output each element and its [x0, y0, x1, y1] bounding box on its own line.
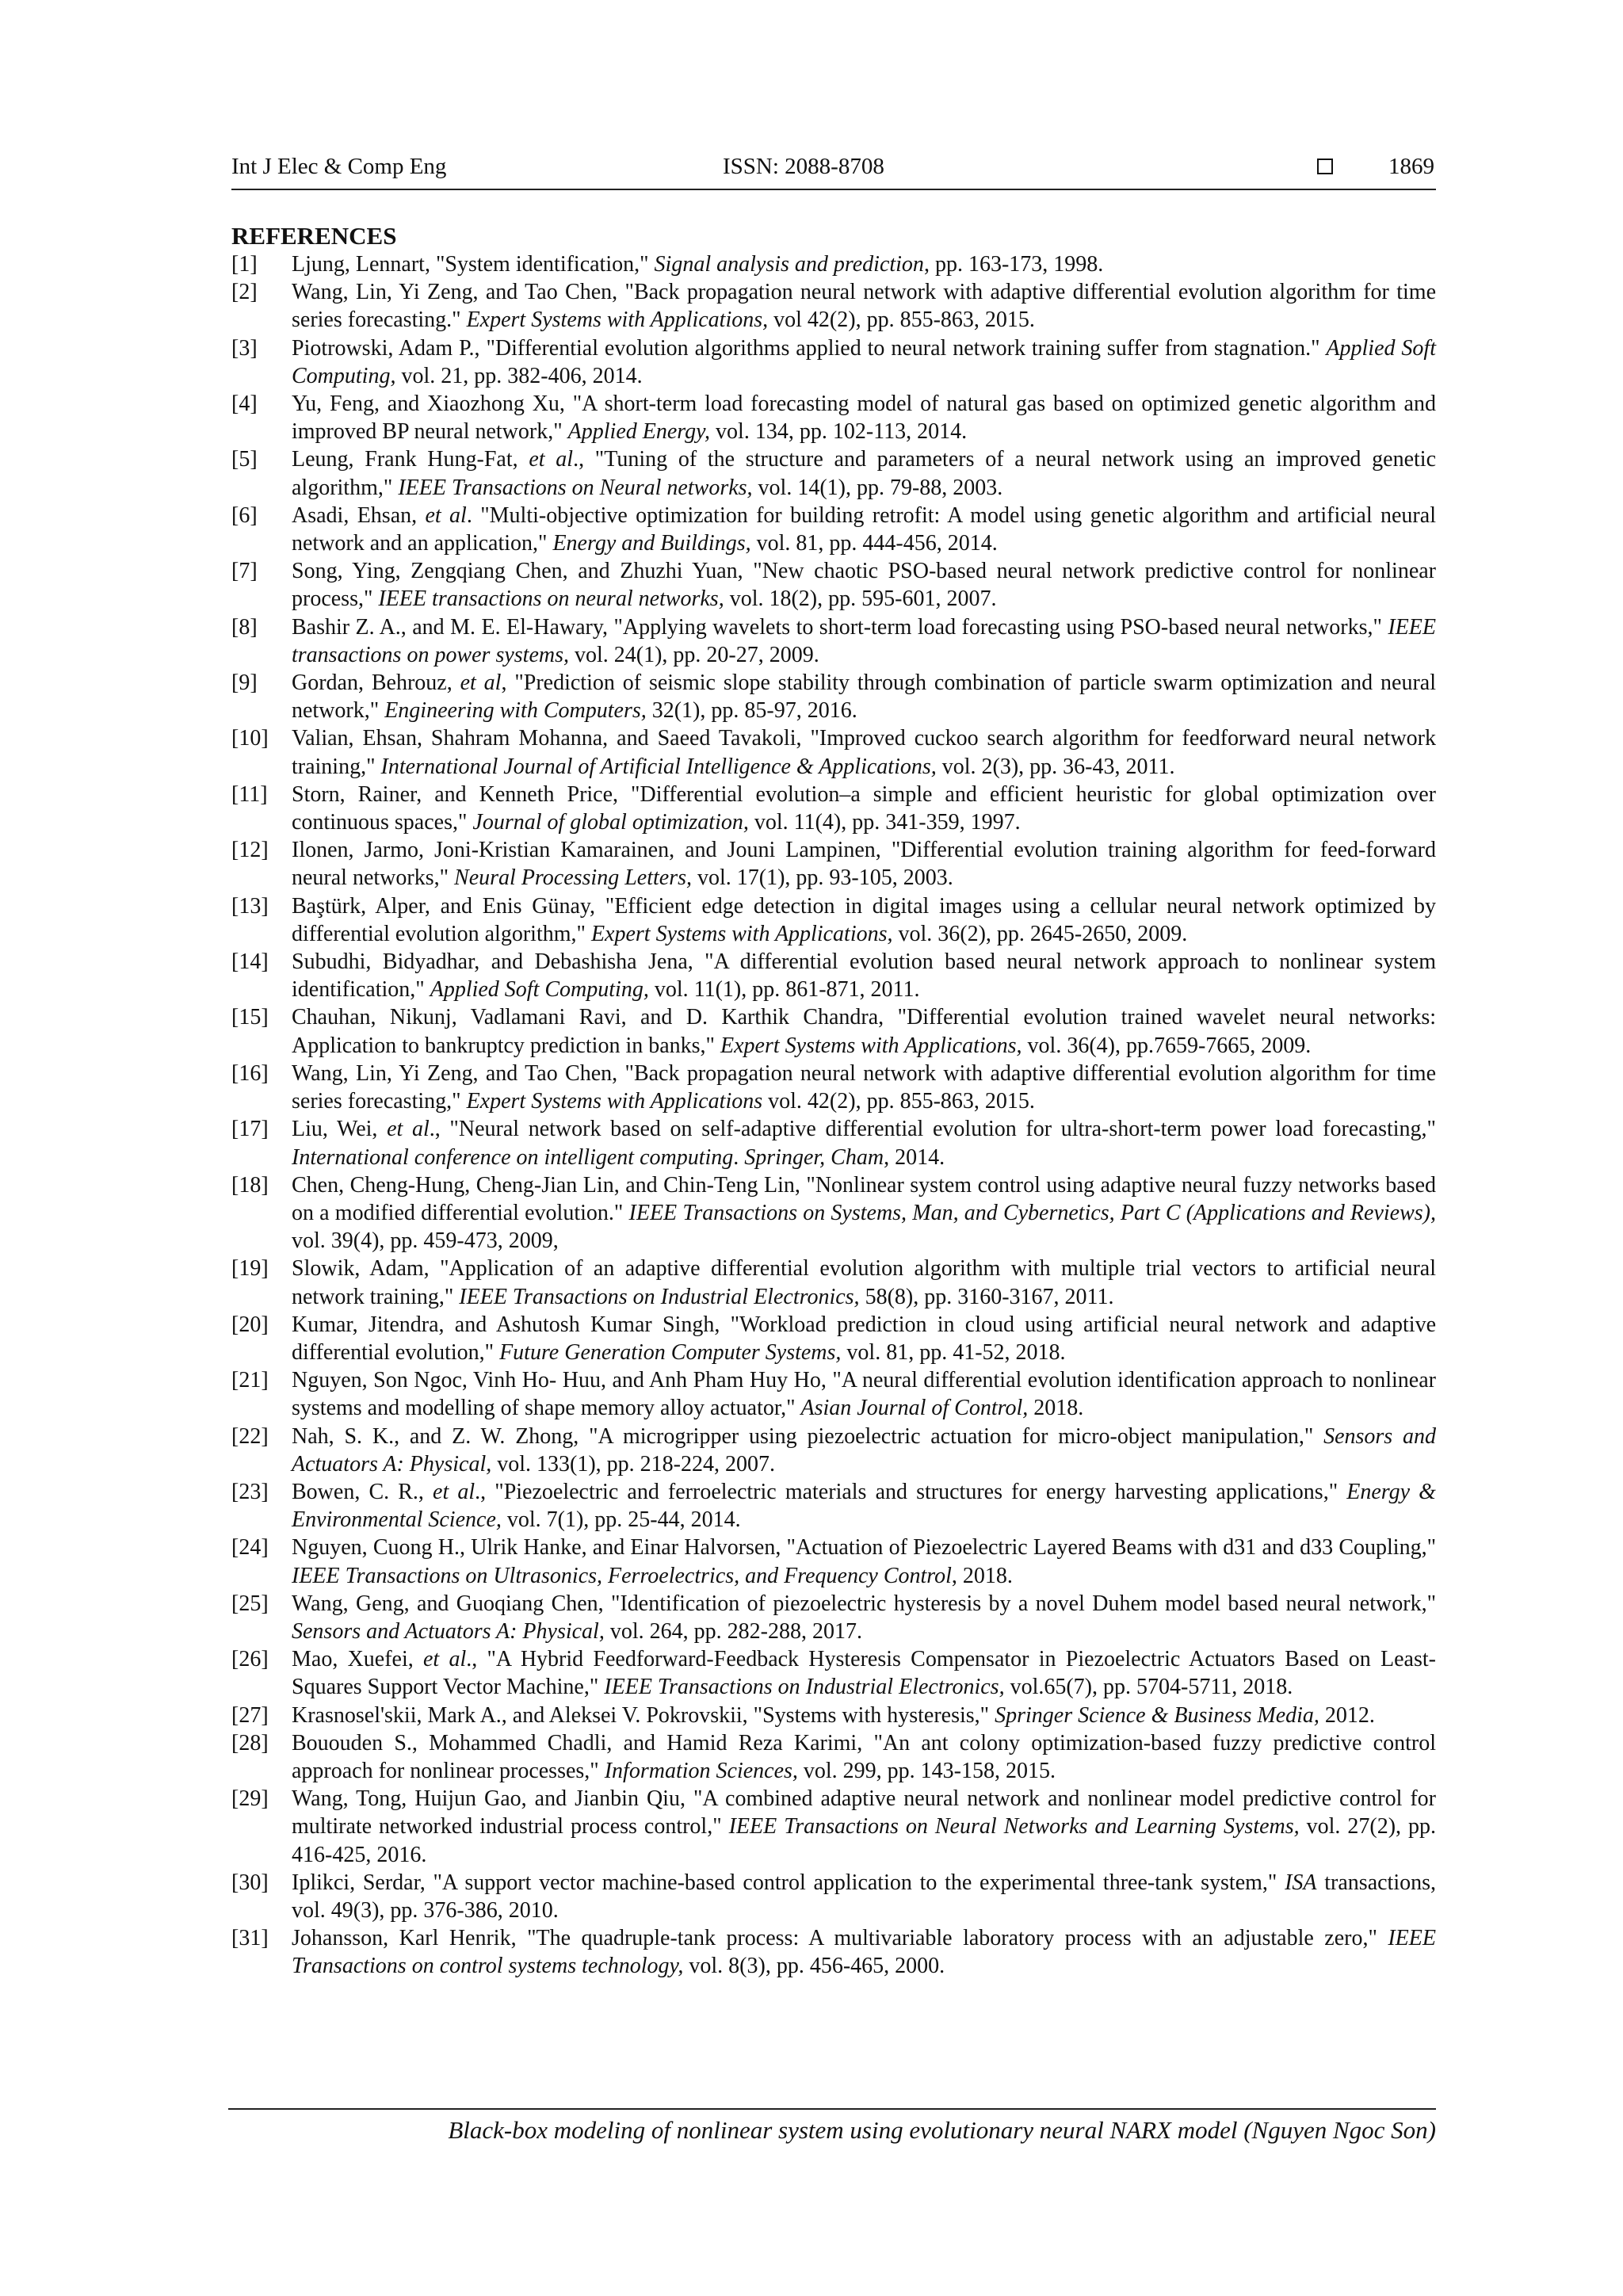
venue-name: Applied Soft Computing, — [292, 335, 1436, 388]
reference-number: [1] — [231, 252, 258, 277]
reference-item — [231, 1702, 1436, 1729]
venue-name: Future Generation Computer Systems, — [499, 1339, 842, 1365]
venue-name: Springer, Cham — [744, 1144, 884, 1170]
issn-label: ISSN: 2088-8708 — [723, 154, 884, 179]
reference-text: 2018. — [1028, 1396, 1084, 1421]
reference-text: ., "A Hybrid Feedforward-Feedback Hysteresis Compensator in Piezoelectric Actuators Based on Least-Squares Support Vector Machine," — [292, 1647, 1436, 1700]
reference-item — [231, 1785, 1436, 1869]
reference-text: Wang, Lin, Yi Zeng, and Tao Chen, "Back propagation neural network with adaptive differential evolution algorithm for time series forecasting." — [292, 280, 1436, 333]
reference-text: Chauhan, Nikunj, Vadlamani Ravi, and D. Karthik Chandra, "Differential evolution trained wavelet neural networks: Application to bankruptcy prediction in banks," — [292, 1005, 1436, 1058]
reference-text: Leung, Frank Hung-Fat, — [292, 447, 529, 472]
reference-text: Krasnosel'skii, Mark A., and Aleksei V. Pokrovskii, "Systems with hysteresis," — [292, 1702, 995, 1728]
reference-text: Gordan, Behrouz, — [292, 670, 460, 696]
venue-name: Energy & Environmental Science, — [292, 1479, 1436, 1533]
venue-name: Journal of global optimization, — [472, 810, 749, 835]
venue-name: Energy and Buildings, — [552, 531, 751, 556]
reference-item — [231, 1003, 1436, 1059]
reference-text: vol. 14(1), pp. 79-88, 2003. — [752, 475, 1003, 500]
reference-number: [12] — [231, 838, 269, 863]
reference-number: [20] — [231, 1312, 269, 1337]
reference-number: [4] — [231, 392, 258, 417]
reference-text: Piotrowski, Adam P., "Differential evolution algorithms applied to neural network training suffer from stagnation." — [292, 335, 1327, 361]
reference-item — [231, 334, 1436, 390]
reference-number: [5] — [231, 447, 258, 472]
reference-item — [231, 781, 1436, 836]
reference-text: . — [733, 1144, 745, 1170]
venue-name: IEEE Transactions on Neural Networks and Learning Systems, — [728, 1814, 1300, 1839]
reference-item — [231, 1423, 1436, 1478]
reference-text: ., "Piezoelectric and ferroelectric materials and structures for energy harvesting applications," — [475, 1479, 1347, 1504]
reference-text: transactions, vol. 49(3), pp. 376-386, 2010. — [292, 1870, 1437, 1923]
reference-item — [231, 557, 1436, 613]
page-number: 1869 — [1388, 154, 1434, 179]
reference-number: [7] — [231, 559, 258, 584]
reference-text: Nah, S. K., and Z. W. Zhong, "A microgripper using piezoelectric actuation for micro-object manipulation," — [292, 1423, 1324, 1449]
reference-item — [231, 1534, 1436, 1589]
reference-text: Ilonen, Jarmo, Joni-Kristian Kamarainen, and Jouni Lampinen, "Differential evolution training algorithm for feed-forward neural networks," — [292, 838, 1436, 891]
reference-item — [231, 613, 1436, 669]
et-al-text: et al — [433, 1479, 475, 1504]
journal-name: Int J Elec & Comp Eng — [231, 154, 447, 179]
reference-text: . "Multi-objective optimization for building retrofit: A model using genetic algorithm and artificial neural network and an application," — [292, 502, 1436, 556]
reference-text: Johansson, Karl Henrik, "The quadruple-tank process: A multivariable laboratory process with an adjustable zero," — [292, 1926, 1388, 1951]
venue-name: Engineering with Computers, — [384, 698, 647, 724]
page-footer — [228, 2108, 1436, 2145]
reference-item — [231, 1590, 1436, 1645]
reference-number: [31] — [231, 1926, 269, 1951]
venue-name: Expert Systems with Applications, — [720, 1033, 1022, 1058]
venue-name: Information Sciences, — [604, 1758, 798, 1783]
reference-text: Subudhi, Bidyadhar, and Debashisha Jena, "A differential evolution based neural network approach to nonlinear system identification," — [292, 949, 1436, 1003]
venue-name: Expert Systems with Applications, — [466, 308, 769, 333]
reference-text: vol. 24(1), pp. 20-27, 2009. — [569, 642, 819, 667]
reference-text: Baştürk, Alper, and Enis Günay, "Efficient edge detection in digital images using a cellular neural network optimized by differential evolution algorithm," — [292, 893, 1436, 946]
venue-name: Sensors and Actuators A: Physical, — [292, 1423, 1436, 1477]
venue-name: IEEE Transactions on Industrial Electronics, — [604, 1675, 1005, 1700]
reference-item — [231, 1060, 1436, 1115]
reference-text: vol. 8(3), pp. 456-465, 2000. — [683, 1954, 945, 1979]
reference-number: [14] — [231, 949, 269, 975]
reference-item — [231, 390, 1436, 445]
reference-text: vol. 18(2), pp. 595-601, 2007. — [724, 586, 997, 612]
reference-text: ., "Neural network based on self-adaptive differential evolution for ultra-short-term power load forecasting," — [429, 1117, 1436, 1142]
reference-item — [231, 1171, 1436, 1255]
reference-item — [231, 1255, 1436, 1310]
reference-number: [15] — [231, 1005, 269, 1030]
venue-name: Expert Systems with Applications, — [590, 921, 893, 946]
references-heading: REFERENCES — [231, 222, 397, 250]
reference-item — [231, 1366, 1436, 1422]
reference-item — [231, 724, 1436, 780]
reference-text: vol.65(7), pp. 5704-5711, 2018. — [1004, 1675, 1293, 1700]
reference-item — [231, 445, 1436, 501]
reference-text: ., "Tuning of the structure and parameters of a neural network using an improved genetic algorithm," — [292, 447, 1436, 500]
reference-number: [26] — [231, 1647, 269, 1672]
reference-text: , "Prediction of seismic slope stability through combination of particle swarm optimization and neural network," — [292, 670, 1436, 724]
reference-item — [231, 502, 1436, 557]
et-al-text: et al — [423, 1647, 467, 1672]
reference-text: vol. 27(2), pp. 416-425, 2016. — [292, 1814, 1436, 1867]
reference-number: [23] — [231, 1479, 269, 1504]
venue-name: Sensors and Actuators A: Physical, — [292, 1618, 605, 1644]
reference-text: vol. 81, pp. 444-456, 2014. — [750, 531, 998, 556]
running-title: Black-box modeling of nonlinear system using evolutionary neural NARX model (Nguyen Ngoc Son) — [448, 2116, 1436, 2144]
reference-number: [2] — [231, 280, 258, 305]
reference-text: vol 42(2), pp. 855-863, 2015. — [768, 308, 1035, 333]
reference-number: [6] — [231, 502, 258, 528]
reference-text: vol. 42(2), pp. 855-863, 2015. — [762, 1089, 1035, 1114]
venue-name: IEEE transactions on neural networks, — [378, 586, 724, 612]
reference-item — [231, 250, 1436, 278]
reference-text: Wang, Lin, Yi Zeng, and Tao Chen, "Back propagation neural network with adaptive differential evolution algorithm for time series forecasting," — [292, 1060, 1436, 1114]
reference-number: [13] — [231, 893, 269, 919]
venue-name: Applied Energy, — [567, 419, 711, 445]
reference-text: vol. 36(4), pp.7659-7665, 2009. — [1022, 1033, 1312, 1058]
reference-number: [10] — [231, 726, 269, 751]
venue-name: IEEE Transactions on Ultrasonics, Ferroelectrics, and Frequency Control — [292, 1563, 952, 1588]
reference-number: [19] — [231, 1256, 269, 1282]
venue-name: IEEE Transactions on Neural networks, — [398, 475, 753, 500]
reference-text: , 2014. — [884, 1144, 945, 1170]
reference-number: [29] — [231, 1786, 269, 1812]
reference-text: vol. 11(1), pp. 861-871, 2011. — [648, 977, 920, 1003]
reference-text: Yu, Feng, and Xiaozhong Xu, "A short-term load forecasting model of natural gas based on optimized genetic algorithm and improved BP neural network," — [292, 392, 1436, 445]
venue-name: ISA — [1285, 1870, 1317, 1895]
reference-text: 2012. — [1319, 1702, 1375, 1728]
reference-text: Chen, Cheng-Hung, Cheng-Jian Lin, and Chin-Teng Lin, "Nonlinear system control using adaptive neural fuzzy networks based on a modified differential evolution." — [292, 1172, 1436, 1225]
reference-text: Slowik, Adam, "Application of an adaptive differential evolution algorithm with multiple trial vectors to artificial neural network training," — [292, 1256, 1436, 1309]
reference-number: [16] — [231, 1060, 269, 1086]
reference-text: Wang, Geng, and Guoqiang Chen, "Identification of piezoelectric hysteresis by a novel Duhem model based neural network," — [292, 1591, 1436, 1616]
reference-number: [24] — [231, 1535, 269, 1561]
venue-name: IEEE Transactions on Systems, Man, and Cybernetics, Part C (Applications and Reviews), — [628, 1200, 1436, 1225]
reference-number: [11] — [231, 781, 268, 807]
reference-text: vol. 7(1), pp. 25-44, 2014. — [501, 1507, 741, 1533]
square-bullet-icon — [1317, 159, 1333, 174]
reference-number: [17] — [231, 1117, 269, 1142]
reference-number: [9] — [231, 670, 258, 696]
reference-text: vol. 81, pp. 41-52, 2018. — [841, 1339, 1066, 1365]
reference-text: Mao, Xuefei, — [292, 1647, 423, 1672]
reference-text: Valian, Ehsan, Shahram Mohanna, and Saeed Tavakoli, "Improved cuckoo search algorithm for feedforward neural network training," — [292, 726, 1436, 779]
et-al-text: et al — [425, 502, 467, 528]
venue-name: Applied Soft Computing, — [430, 977, 649, 1003]
venue-name: IEEE Transactions on control systems technology, — [292, 1926, 1436, 1979]
reference-text: Bououden S., Mohammed Chadli, and Hamid Reza Karimi, "An ant colony optimization-based fuzzy predictive control approach for nonlinear processes," — [292, 1730, 1436, 1783]
reference-text: 58(8), pp. 3160-3167, 2011. — [859, 1284, 1114, 1309]
reference-text: vol. 11(4), pp. 341-359, 1997. — [748, 810, 1021, 835]
reference-number: [8] — [231, 614, 258, 640]
reference-text: Song, Ying, Zengqiang Chen, and Zhuzhi Yuan, "New chaotic PSO-based neural network predictive control for nonlinear process," — [292, 559, 1436, 612]
reference-item — [231, 1115, 1436, 1171]
reference-number: [28] — [231, 1730, 269, 1755]
reference-item — [231, 1311, 1436, 1366]
reference-item — [231, 1869, 1436, 1924]
venue-name: Neural Processing Letters, — [454, 865, 692, 891]
venue-name: Signal analysis and prediction — [654, 252, 924, 277]
reference-text: Nguyen, Son Ngoc, Vinh Ho- Huu, and Anh Pham Huy Ho, "A neural differential evolution identification approach to nonlinear systems and modelling of shape memory alloy actuator," — [292, 1368, 1436, 1421]
reference-item — [231, 836, 1436, 892]
reference-item — [231, 948, 1436, 1003]
reference-item — [231, 892, 1436, 948]
reference-text: Asadi, Ehsan, — [292, 502, 426, 528]
reference-item — [231, 1729, 1436, 1785]
page-header — [231, 151, 1436, 190]
reference-text: Bowen, C. R., — [292, 1479, 433, 1504]
reference-text: , pp. 163-173, 1998. — [923, 252, 1104, 277]
reference-text: vol. 21, pp. 382-406, 2014. — [395, 363, 643, 388]
venue-name: International conference on intelligent computing — [292, 1144, 734, 1170]
reference-text: Storn, Rainer, and Kenneth Price, "Differential evolution–a simple and efficient heuristic for global optimization over continuous spaces," — [292, 781, 1436, 835]
reference-number: [25] — [231, 1591, 269, 1616]
reference-number: [21] — [231, 1368, 269, 1393]
venue-name: IEEE transactions on power systems, — [292, 614, 1436, 667]
reference-text: vol. 299, pp. 143-158, 2015. — [797, 1758, 1056, 1783]
reference-text: vol. 17(1), pp. 93-105, 2003. — [692, 865, 953, 891]
reference-item — [231, 278, 1436, 334]
reference-text: Iplikci, Serdar, "A support vector machine-based control application to the experimental three-tank system," — [292, 1870, 1285, 1895]
reference-item — [231, 1924, 1436, 1980]
reference-text: vol. 39(4), pp. 459-473, 2009, — [292, 1228, 559, 1254]
reference-number: [18] — [231, 1172, 269, 1198]
reference-text: 32(1), pp. 85-97, 2016. — [646, 698, 857, 724]
reference-text: vol. 133(1), pp. 218-224, 2007. — [491, 1451, 775, 1477]
reference-number: [22] — [231, 1423, 269, 1449]
et-al-text: et al — [529, 447, 574, 472]
reference-text: vol. 2(3), pp. 36-43, 2011. — [936, 754, 1175, 779]
reference-text: Kumar, Jitendra, and Ashutosh Kumar Singh, "Workload prediction in cloud using artificial neural network and adaptive differential evolution," — [292, 1312, 1436, 1365]
venue-name: Expert Systems with Applications — [466, 1089, 763, 1114]
venue-name: Asian Journal of Control, — [800, 1396, 1029, 1421]
reference-text: vol. 264, pp. 282-288, 2017. — [604, 1618, 862, 1644]
reference-text: , 2018. — [951, 1563, 1013, 1588]
reference-number: [3] — [231, 335, 258, 361]
reference-text: Liu, Wei, — [292, 1117, 388, 1142]
reference-number: [27] — [231, 1702, 269, 1728]
et-al-text: et al — [460, 670, 502, 696]
venue-name: IEEE Transactions on Industrial Electronics, — [459, 1284, 860, 1309]
reference-text: Bashir Z. A., and M. E. El-Hawary, "Applying wavelets to short-term load forecasting using PSO-based neural networks," — [292, 614, 1388, 640]
et-al-text: et al — [387, 1117, 430, 1142]
reference-text: Nguyen, Cuong H., Ulrik Hanke, and Einar Halvorsen, "Actuation of Piezoelectric Layered Beams with d31 and d33 Coupling," — [292, 1535, 1436, 1561]
reference-list — [231, 250, 1436, 1981]
reference-text: vol. 36(2), pp. 2645-2650, 2009. — [892, 921, 1188, 946]
reference-text: Wang, Tong, Huijun Gao, and Jianbin Qiu, "A combined adaptive neural network and nonlinear model predictive control for multirate networked industrial process control," — [292, 1786, 1436, 1839]
reference-text: Ljung, Lennart, "System identification," — [292, 252, 655, 277]
reference-item — [231, 669, 1436, 724]
venue-name: International Journal of Artificial Intelligence & Applications, — [380, 754, 937, 779]
reference-item — [231, 1478, 1436, 1534]
references-section — [231, 222, 1436, 1981]
reference-number: [30] — [231, 1870, 269, 1895]
reference-text: vol. 134, pp. 102-113, 2014. — [710, 419, 968, 445]
reference-item — [231, 1645, 1436, 1701]
venue-name: Springer Science & Business Media, — [995, 1702, 1319, 1728]
